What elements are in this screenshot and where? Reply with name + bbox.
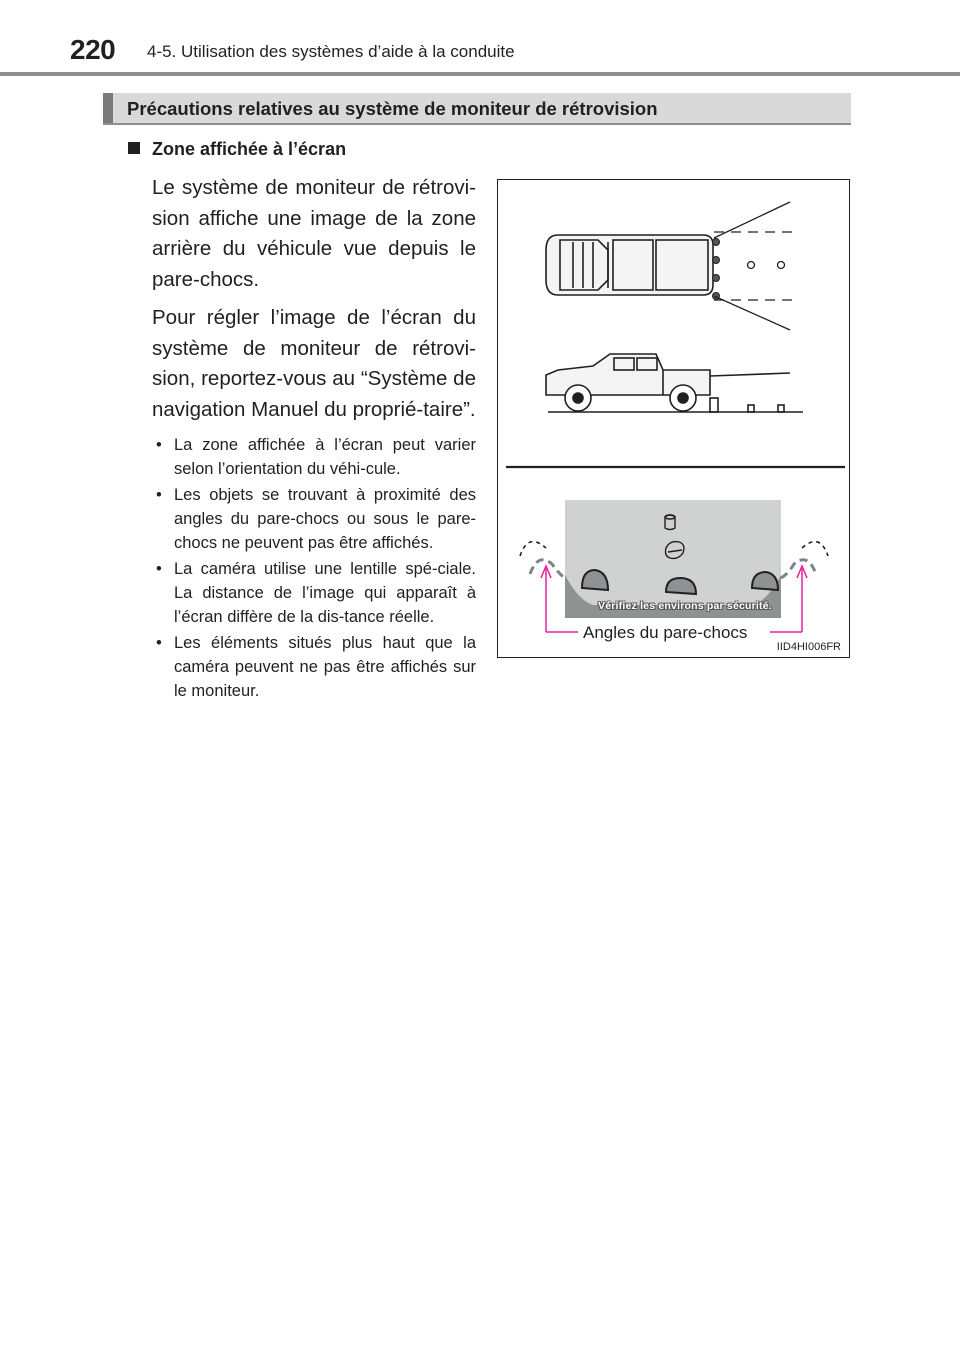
- camera-range-lines: [714, 202, 798, 330]
- page-header: [0, 0, 960, 80]
- list-item: [152, 557, 476, 629]
- page-number: 220: [70, 34, 116, 65]
- camera-area-figure: [497, 179, 850, 658]
- list-item: [152, 631, 476, 703]
- section-title: Précautions relatives au système de moniteur de rétrovision: [127, 98, 658, 119]
- header-rule: [0, 72, 960, 76]
- paragraph: Le système de moniteur de rétrovi-sion affiche une image de la zone arrière du véhicule vue depuis le pare-chocs.: [152, 176, 476, 291]
- section-title-bar: [103, 93, 851, 125]
- bullet-dot-icon: •: [156, 436, 162, 454]
- bumper-corners-label: Angles du pare-chocs: [580, 623, 750, 643]
- bullet-text: Les objets se trouvant à proximité des angles du pare-chocs ou sous le pare-chocs ne peuvent pas être affichés.: [174, 486, 476, 552]
- chapter-title: 4-5. Utilisation des systèmes d’aide à la conduite: [147, 42, 515, 61]
- square-bullet-icon: [128, 142, 140, 154]
- pickup-top-view-icon: [546, 235, 713, 295]
- bullet-dot-icon: •: [156, 560, 162, 578]
- screen-warning-banner: Vérifiez les environs par sécurité.: [598, 600, 772, 612]
- bullet-text: La caméra utilise une lentille spé-ciale. La distance de l’image qui apparaît à l’écran diffère de la dis-tance réelle.: [174, 560, 476, 626]
- paragraph: Pour régler l’image de l’écran du système de moniteur de rétrovi-sion, reportez-vous au “Système de navigation Manuel du proprié-taire”.: [152, 306, 476, 421]
- bullet-text: Les éléments situés plus haut que la caméra peuvent ne pas être affichés sur le moniteur.: [174, 634, 476, 700]
- list-item: [152, 433, 476, 481]
- body-text: [152, 173, 476, 705]
- figure-illustration: [498, 180, 851, 659]
- pickup-side-view-icon: [546, 354, 803, 412]
- bullet-text: La zone affichée à l’écran peut varier selon l’orientation du véhi-cule.: [174, 436, 476, 478]
- bullet-list: [152, 433, 476, 703]
- section-bar-accent: [103, 93, 113, 123]
- list-item: [152, 483, 476, 555]
- figure-id: IID4HI006FR: [776, 641, 841, 653]
- bullet-dot-icon: •: [156, 634, 162, 652]
- subsection-heading: Zone affichée à l’écran: [152, 139, 347, 159]
- bullet-dot-icon: •: [156, 486, 162, 504]
